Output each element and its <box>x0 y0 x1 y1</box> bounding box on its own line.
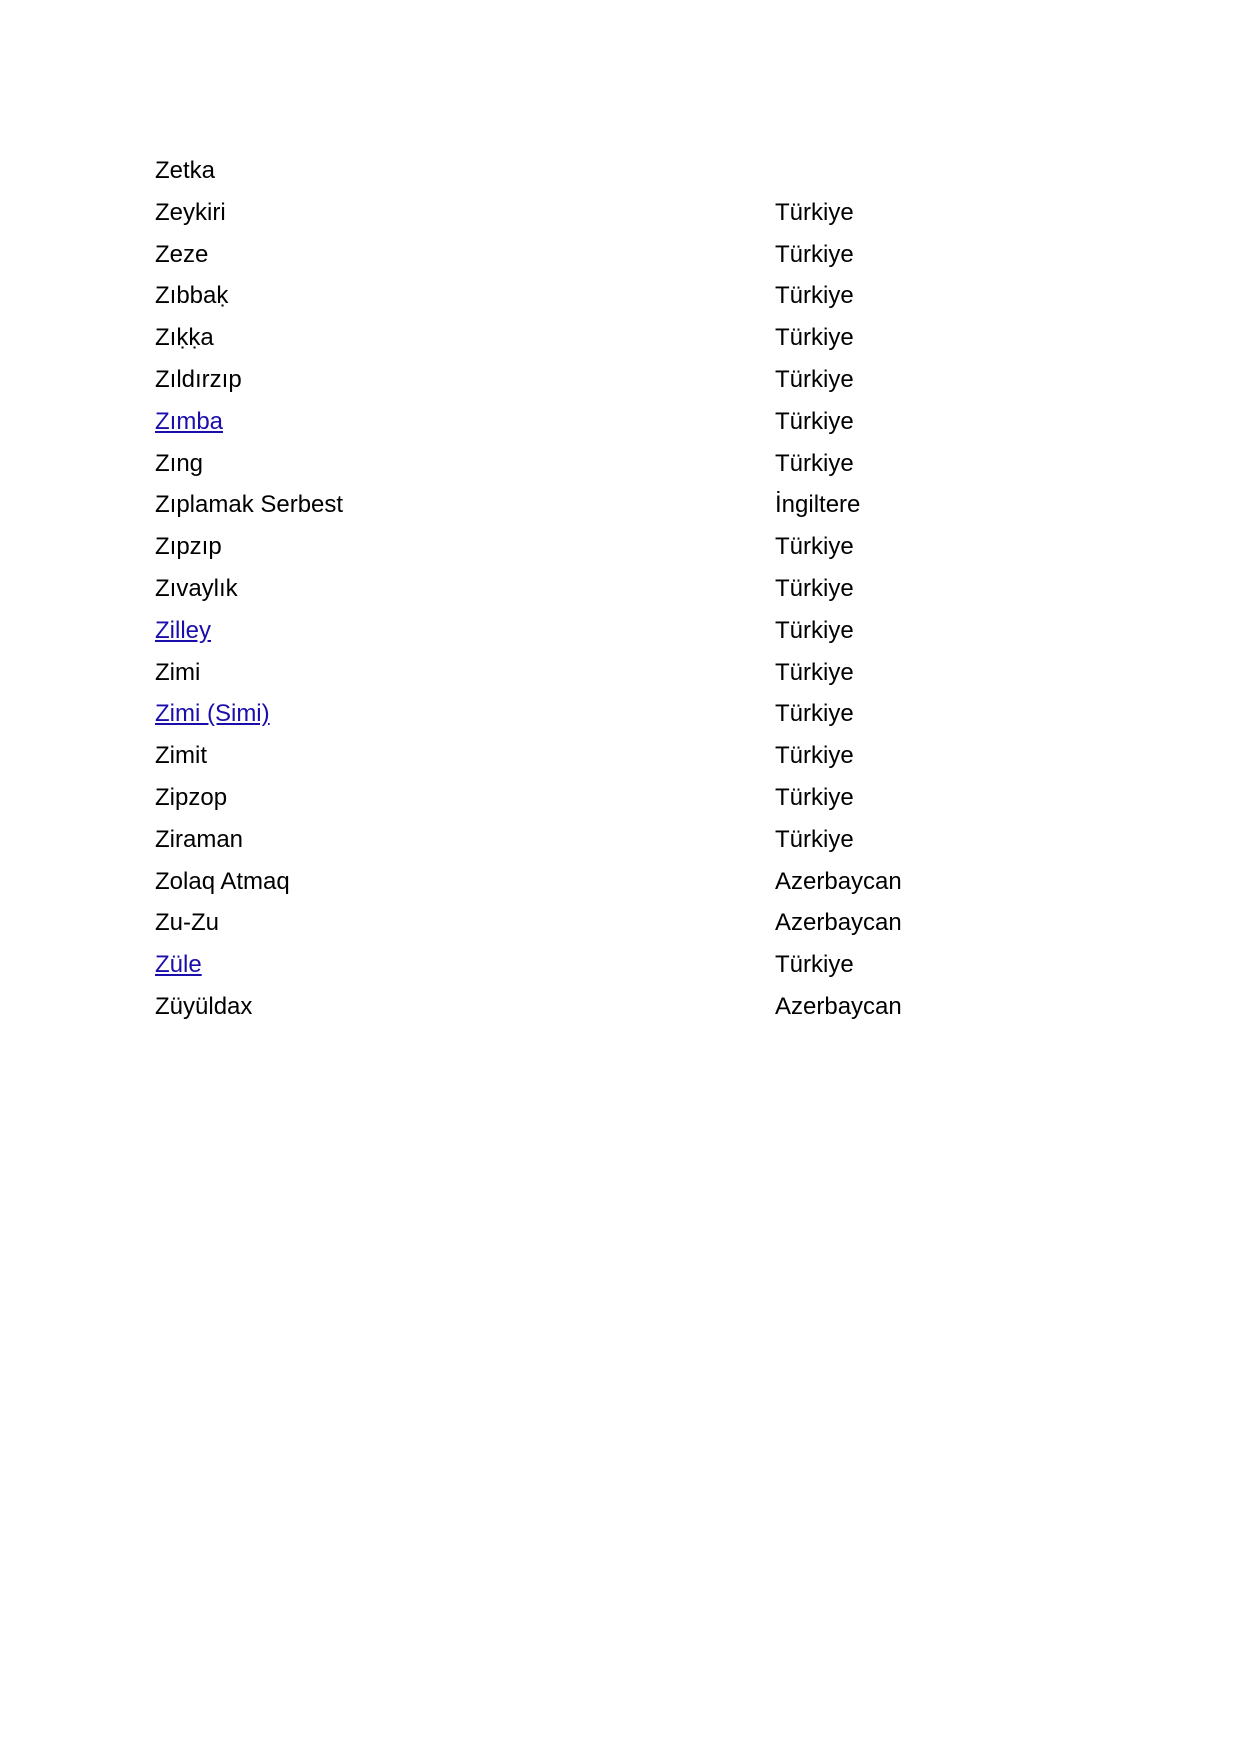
country-label: Türkiye <box>775 658 854 686</box>
list-row <box>155 610 1055 652</box>
game-name: Zipzop <box>155 783 228 811</box>
list-row <box>155 902 1055 944</box>
country-label: Türkiye <box>775 574 854 602</box>
game-name: Zetka <box>155 157 216 184</box>
list-row <box>155 986 1055 1028</box>
country-label: Türkiye <box>775 616 854 644</box>
country-label: Türkiye <box>775 783 854 811</box>
list-row <box>155 150 1055 192</box>
game-name: Zıḳḳa <box>155 324 214 352</box>
list-row <box>155 443 1055 485</box>
game-name: Zeze <box>155 240 209 268</box>
list-row <box>155 275 1055 317</box>
country-label: Türkiye <box>775 324 854 352</box>
list-row <box>155 944 1055 986</box>
game-name: Zıplamak Serbest <box>155 491 344 519</box>
country-label: Türkiye <box>775 365 854 393</box>
game-name-link[interactable]: Züle <box>155 951 202 979</box>
list-row <box>155 777 1055 819</box>
country-label: Türkiye <box>775 240 854 268</box>
country-label: Azerbaycan <box>775 992 902 1020</box>
game-name: Ziraman <box>155 825 244 853</box>
list-row <box>155 735 1055 777</box>
country-label: Türkiye <box>775 533 854 561</box>
game-name: Zeykiri <box>155 198 226 226</box>
game-name: Zıldırzıp <box>155 365 242 393</box>
country-label: Türkiye <box>775 742 854 770</box>
game-name: Züyüldax <box>155 992 253 1020</box>
game-name: Zıvaylık <box>155 574 238 602</box>
country-label: Türkiye <box>775 198 854 226</box>
country-label: Azerbaycan <box>775 909 902 937</box>
country-label: Türkiye <box>775 700 854 728</box>
game-name: Zolaq Atmaq <box>155 867 290 895</box>
list-row <box>155 693 1055 735</box>
list-row <box>155 526 1055 568</box>
game-name: Zıpzıp <box>155 533 222 561</box>
list-row <box>155 192 1055 234</box>
country-label: Türkiye <box>775 407 854 435</box>
game-name: Zıng <box>155 449 204 477</box>
country-label: Azerbaycan <box>775 867 902 895</box>
list-row <box>155 819 1055 861</box>
list-row <box>155 484 1055 526</box>
list-row <box>155 568 1055 610</box>
game-list <box>155 150 1055 1028</box>
country-label: Türkiye <box>775 282 854 310</box>
game-name: Zimit <box>155 742 207 770</box>
game-name-link[interactable]: Zımba <box>155 407 224 435</box>
list-row <box>155 401 1055 443</box>
list-row <box>155 861 1055 903</box>
list-row <box>155 317 1055 359</box>
game-name: Zıbbaḳ <box>155 282 229 310</box>
list-row <box>155 234 1055 276</box>
country-label: Türkiye <box>775 449 854 477</box>
game-name-link[interactable]: Zimi (Simi) <box>155 700 270 728</box>
country-label: Türkiye <box>775 951 854 979</box>
game-name: Zimi <box>155 658 201 686</box>
country-label: İngiltere <box>775 491 861 519</box>
game-name: Zu-Zu <box>155 909 220 937</box>
game-name-link[interactable]: Zilley <box>155 616 212 644</box>
list-row <box>155 652 1055 694</box>
country-label: Türkiye <box>775 825 854 853</box>
list-row <box>155 359 1055 401</box>
